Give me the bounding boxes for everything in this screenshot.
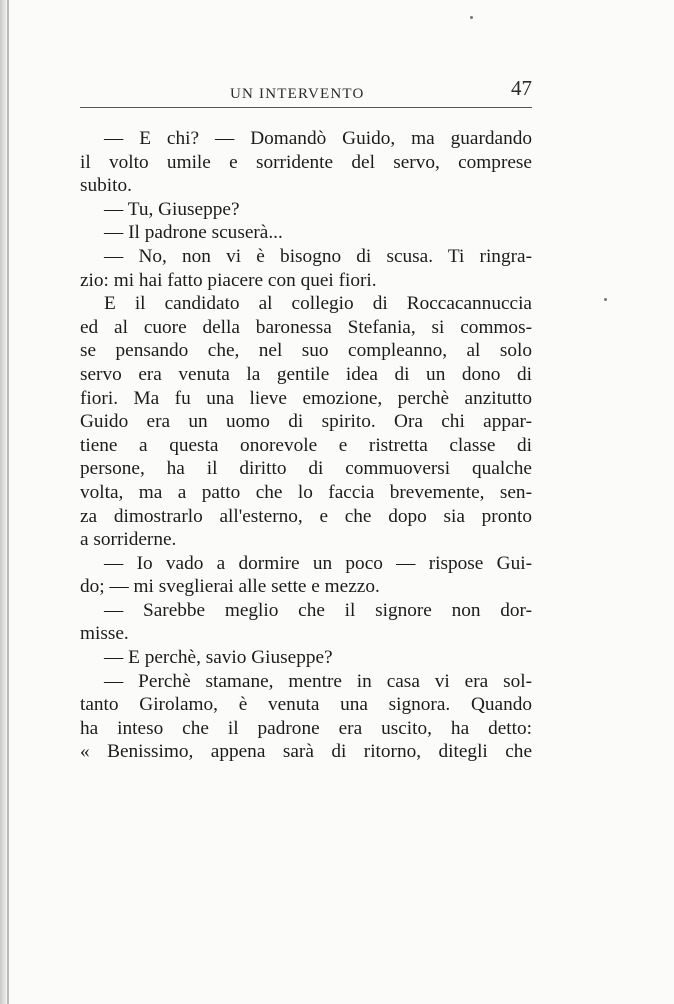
text-line: servo era venuta la gentile idea di un dono di	[80, 363, 532, 385]
text-line: subito.	[80, 175, 132, 197]
scan-speck	[470, 16, 473, 19]
text-line: E il candidato al collegio di Roccacannuccia	[104, 293, 532, 315]
text-line: misse.	[80, 623, 129, 645]
text-line: volta, ma a patto che lo faccia brevemente, sen-	[80, 481, 532, 503]
text-line: — Il padrone scuserà...	[104, 222, 283, 244]
text-line: il volto umile e sorridente del servo, comprese	[80, 151, 532, 173]
text-line: — Io vado a dormire un poco — rispose Gui-	[104, 552, 532, 574]
text-line: tiene a questa onorevole e ristretta classe di	[80, 434, 532, 456]
page-number: 47	[511, 76, 532, 100]
text-line: « Benissimo, appena sarà di ritorno, ditegli che	[80, 741, 532, 763]
header-rule	[80, 107, 532, 108]
text-line: ha inteso che il padrone era uscito, ha detto:	[80, 717, 532, 739]
text-line: persone, ha il diritto di commuoversi qualche	[80, 458, 532, 480]
text-line: — Tu, Giuseppe?	[104, 198, 240, 220]
text-line: — Perchè stamane, mentre in casa vi era sol-	[104, 670, 532, 692]
scan-speck	[604, 298, 607, 301]
text-line: fiori. Ma fu una lieve emozione, perchè anzitutto	[80, 387, 532, 409]
text-line: ed al cuore della baronessa Stefania, si commos-	[80, 316, 532, 338]
text-line: — E chi? — Domandò Guido, ma guardando	[104, 128, 532, 149]
text-line: se pensando che, nel suo compleanno, al solo	[80, 340, 532, 362]
text-line: a sorriderne.	[80, 529, 177, 551]
text-line: — Sarebbe meglio che il signore non dor-	[104, 599, 532, 621]
text-line: Guido era un uomo di spirito. Ora chi appar-	[80, 411, 532, 433]
body-text	[80, 127, 532, 764]
running-head	[80, 76, 532, 106]
text-line: tanto Girolamo, è venuta una signora. Quando	[80, 694, 532, 716]
text-line: — E perchè, savio Giuseppe?	[104, 647, 333, 669]
text-line: zio: mi hai fatto piacere con quei fiori.	[80, 269, 377, 291]
binding-edge-line	[7, 0, 9, 1004]
text-line: za dimostrarlo all'esterno, e che dopo sia pronto	[80, 505, 532, 527]
running-title: UN INTERVENTO	[230, 86, 365, 102]
text-line: do; — mi sveglierai alle sette e mezzo.	[80, 576, 380, 598]
text-line: — No, non vi è bisogno di scusa. Ti ringra-	[104, 245, 532, 267]
